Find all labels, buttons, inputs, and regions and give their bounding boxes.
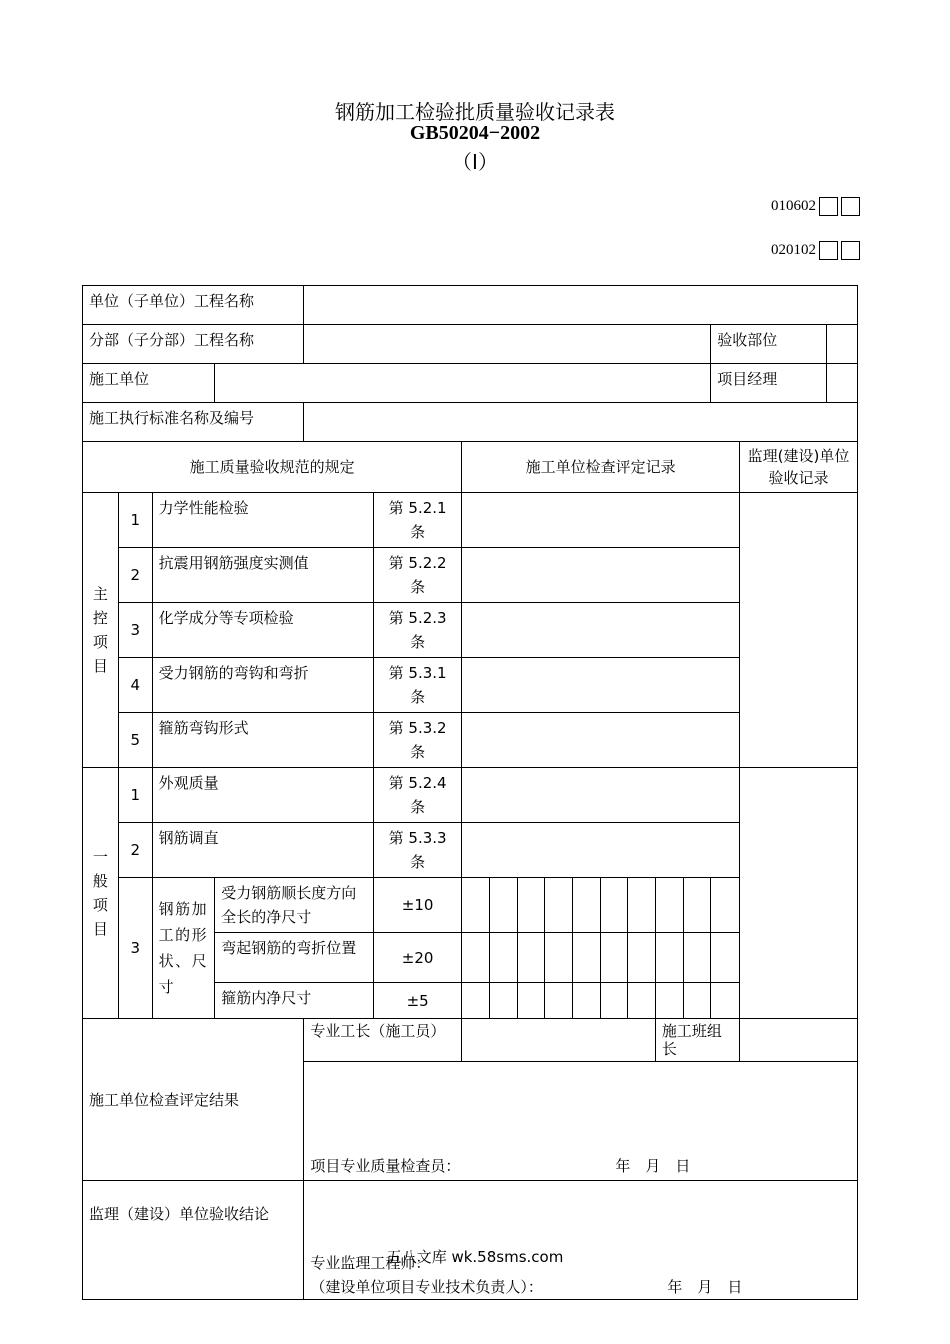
subitem-tolerance: ±20 <box>374 933 462 983</box>
code-checkbox[interactable] <box>841 241 860 260</box>
main-items-text: 主控项目 <box>92 585 108 675</box>
item-name: 力学性能检验 <box>152 493 373 548</box>
measure-cell[interactable] <box>600 878 628 933</box>
supervisor-column-header: 监理(建设)单位验收记录 <box>739 442 857 493</box>
foreman-label: 专业工长（施工员） <box>304 1019 462 1062</box>
accept-part-field[interactable] <box>827 325 858 364</box>
measure-cell[interactable] <box>489 983 517 1019</box>
item-clause: 第 5.2.4 条 <box>374 768 462 823</box>
item-no: 1 <box>118 493 152 548</box>
item-name: 化学成分等专项检验 <box>152 603 373 658</box>
standard-name-field[interactable] <box>304 403 858 442</box>
check-record-field[interactable] <box>462 603 740 658</box>
item-no: 5 <box>118 713 152 768</box>
team-leader-label: 施工班组长 <box>655 1019 739 1062</box>
item-no: 1 <box>118 768 152 823</box>
inspection-table <box>82 285 858 1300</box>
form-code-text: 010602 <box>771 198 816 214</box>
item-name: 钢筋调直 <box>152 823 373 878</box>
measure-cell[interactable] <box>711 933 740 983</box>
check-record-field[interactable] <box>462 548 740 603</box>
measure-cell[interactable] <box>683 933 711 983</box>
conclusion-label: 监理（建设）单位验收结论 <box>83 1181 304 1300</box>
pm-label: 项目经理 <box>711 364 827 403</box>
footer-watermark: 五八文库 wk.58sms.com <box>386 1248 564 1266</box>
item-no: 3 <box>118 603 152 658</box>
item-no: 4 <box>118 658 152 713</box>
code-checkbox[interactable] <box>819 197 838 216</box>
check-record-field[interactable] <box>462 713 740 768</box>
measure-cell[interactable] <box>655 933 683 983</box>
measure-cell[interactable] <box>517 983 545 1019</box>
measure-cell[interactable] <box>517 878 545 933</box>
form-code-text: 020102 <box>771 242 816 258</box>
conclusion-sign-area <box>304 1181 858 1300</box>
measure-cell[interactable] <box>489 933 517 983</box>
owner-rep-label: （建设单位项目专业技术负责人）： <box>310 1278 543 1296</box>
standard-code: GB50204−2002 <box>409 122 541 144</box>
sub-project-label: 分部（子分部）工程名称 <box>83 325 304 364</box>
subitem-name: 箍筋内净尺寸 <box>215 983 374 1019</box>
unit-project-field[interactable] <box>304 286 858 325</box>
item-no: 2 <box>118 548 152 603</box>
construct-unit-field[interactable] <box>215 364 711 403</box>
measure-cell[interactable] <box>545 878 573 933</box>
measure-cell[interactable] <box>711 983 740 1019</box>
measure-cell[interactable] <box>545 933 573 983</box>
item-clause: 第 5.2.3 条 <box>374 603 462 658</box>
supervisor-record-field[interactable] <box>739 493 857 768</box>
sub-project-field[interactable] <box>304 325 711 364</box>
pm-field[interactable] <box>827 364 858 403</box>
item-name: 受力钢筋的弯钩和弯折 <box>152 658 373 713</box>
measure-cell[interactable] <box>462 983 490 1019</box>
general-items-text: 一般项目 <box>92 848 108 938</box>
measure-cell[interactable] <box>462 933 490 983</box>
item-clause: 第 5.2.1 条 <box>374 493 462 548</box>
result-date: 年 月 日 <box>615 1157 691 1175</box>
check-record-field[interactable] <box>462 768 740 823</box>
conclusion-date: 年 月 日 <box>667 1278 743 1296</box>
measure-cell[interactable] <box>628 983 656 1019</box>
accept-part-label: 验收部位 <box>711 325 827 364</box>
subitem-tolerance: ±10 <box>374 878 462 933</box>
check-column-header: 施工单位检查评定记录 <box>462 442 740 493</box>
code-checkbox[interactable] <box>819 241 838 260</box>
inspector-label: 项目专业质量检查员： <box>310 1157 461 1175</box>
measure-cell[interactable] <box>711 878 740 933</box>
measure-cell[interactable] <box>628 878 656 933</box>
item-clause: 第 5.2.2 条 <box>374 548 462 603</box>
item-no: 3 <box>118 878 152 1019</box>
measure-cell[interactable] <box>572 983 600 1019</box>
measure-cell[interactable] <box>600 983 628 1019</box>
supervisor-record-field[interactable] <box>739 768 857 1019</box>
item-clause: 第 5.3.2 条 <box>374 713 462 768</box>
subitem-name: 弯起钢筋的弯折位置 <box>215 933 374 983</box>
form-code-1 <box>771 197 860 216</box>
standard-name-label: 施工执行标准名称及编号 <box>83 403 304 442</box>
item-name: 外观质量 <box>152 768 373 823</box>
measure-cell[interactable] <box>545 983 573 1019</box>
check-record-field[interactable] <box>462 493 740 548</box>
form-title: 钢筋加工检验批质量验收记录表 <box>335 100 615 124</box>
measure-cell[interactable] <box>683 878 711 933</box>
measure-cell[interactable] <box>517 933 545 983</box>
check-record-field[interactable] <box>462 823 740 878</box>
spec-column-header: 施工质量验收规范的规定 <box>83 442 462 493</box>
shape-item-text: 钢筋加工的形状、尺寸 <box>158 900 207 996</box>
subitem-name: 受力钢筋顺长度方向全长的净尺寸 <box>215 878 374 933</box>
result-label: 施工单位检查评定结果 <box>83 1019 304 1181</box>
measure-cell[interactable] <box>489 878 517 933</box>
measure-cell[interactable] <box>628 933 656 983</box>
shape-item-name <box>152 878 215 1019</box>
check-record-field[interactable] <box>462 658 740 713</box>
general-items-label <box>83 768 119 1019</box>
measure-cell[interactable] <box>655 878 683 933</box>
engineer-label: 专业监理工程师： <box>310 1254 431 1272</box>
item-name: 抗震用钢筋强度实测值 <box>152 548 373 603</box>
result-sign-area <box>304 1062 858 1181</box>
measure-cell[interactable] <box>655 983 683 1019</box>
code-checkbox[interactable] <box>841 197 860 216</box>
measure-cell[interactable] <box>462 878 490 933</box>
item-no: 2 <box>118 823 152 878</box>
team-leader-field[interactable] <box>739 1019 857 1062</box>
form-code-2 <box>771 241 860 260</box>
item-name: 箍筋弯钩形式 <box>152 713 373 768</box>
item-clause: 第 5.3.1 条 <box>374 658 462 713</box>
measure-cell[interactable] <box>600 933 628 983</box>
measure-cell[interactable] <box>572 933 600 983</box>
unit-project-label: 单位（子单位）工程名称 <box>83 286 304 325</box>
construct-unit-label: 施工单位 <box>83 364 215 403</box>
form-part: （Ⅰ） <box>452 150 498 174</box>
foreman-field[interactable] <box>462 1019 656 1062</box>
measure-cell[interactable] <box>572 878 600 933</box>
subitem-tolerance: ±5 <box>374 983 462 1019</box>
measure-cell[interactable] <box>683 983 711 1019</box>
item-clause: 第 5.3.3 条 <box>374 823 462 878</box>
main-items-label <box>83 493 119 768</box>
